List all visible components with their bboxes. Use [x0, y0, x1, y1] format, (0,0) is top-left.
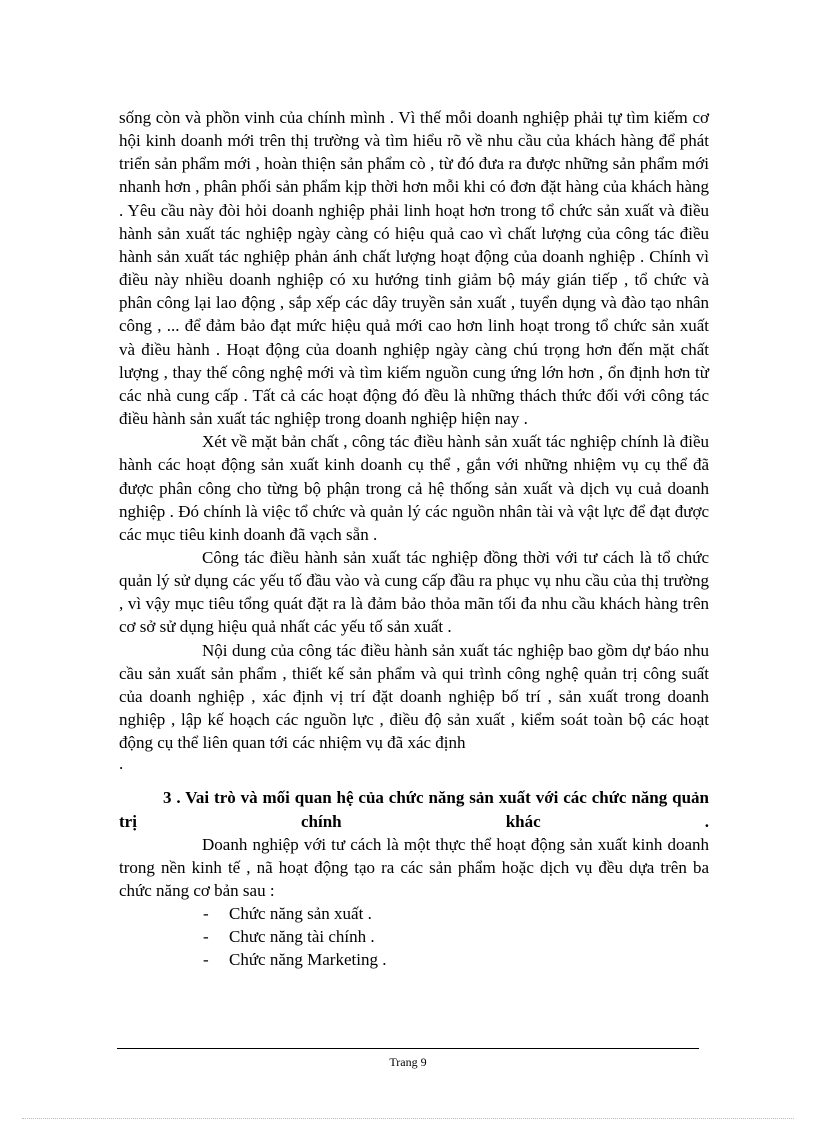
page-number: Trang 9	[389, 1055, 427, 1069]
list-marker: -	[203, 950, 209, 970]
paragraph-4-end: .	[119, 754, 124, 774]
paragraph-1: sống còn và phồn vinh của chính mình . Vì thế mỗi doanh nghiệp phải tự tìm kiếm cơ hội kinh doanh mới trên thị trường và tìm hiểu rõ về nhu cầu của khách hàng để phát triển sản phẩm mới , hoàn thiện sản phẩm cò , từ đó đưa ra được những sản phẩm mới nhanh hơn , phân phối sản phẩm kịp thời hơn mỗi khi có đơn đặt hàng của khách hàng . Yêu cầu này đòi hỏi doanh nghiệp phải linh hoạt hơn trong tổ chức sản xuất và điều hành sản xuất tác nghiệp ngày càng có hiệu quả cao vì chất lượng của công tác điều hành sản xuất tác nghiệp phản ánh chất lượng hoạt động của doanh nghiệp . Chính vì điều này nhiều doanh nghiệp có xu hướng tinh giảm bộ máy gián tiếp , tổ chức và phân công lại lao động , sắp xếp các dây truyền sản xuất , tuyển dụng và đào tạo nhân công , ... để đảm bảo đạt mức hiệu quả mới cao hơn linh hoạt trong tổ chức sản xuất và điều hành . Hoạt động của doanh nghiệp ngày càng chú trọng hơn đến mặt chất lượng , thay thế công nghệ mới và tìm kiếm nguồn cung ứng lớn hơn , ổn định hơn từ các nhà cung cấp . Tất cả các hoạt động đó đều là những thách thức đối với công tác điều hành sản xuất tác nghiệp trong doanh nghiệp hiện nay .	[119, 108, 709, 429]
section-heading: 3 . Vai trò và mối quan hệ của chức năng sản xuất với các chức năng quản trị chính khác .	[119, 788, 709, 831]
paragraph-4: Nội dung của công tác điều hành sản xuất tác nghiệp bao gồm dự báo nhu cầu sản xuất sản phẩm , thiết kế sản phẩm và qui trình công nghệ quản trị công suất của doanh nghiệp , xác định vị trí đặt doanh nghiệp bố trí , sản xuất trong doanh nghiệp , lập kế hoạch các nguồn lực , điều độ sản xuất , kiểm soát toàn bộ các hoạt động cụ thể liên quan tới các nhiệm vụ đã xác định	[119, 640, 709, 753]
list-item-text: Chức năng sản xuất .	[229, 904, 372, 924]
paragraph-2: Xét về mặt bản chất , công tác điều hành sản xuất tác nghiệp chính là điều hành các hoạt động sản xuất kinh doanh cụ thể , gắn với những nhiệm vụ cụ thể đã được phân công cho từng bộ phận trong cả hệ thống sản xuất và dịch vụ cuả doanh nghiệp . Đó chính là việc tổ chức và quản lý các nguồn nhân tài và vật lực để đạt được các mục tiêu kinh doanh đã vạch sẵn .	[119, 432, 709, 544]
list-item-text: Chức năng Marketing .	[229, 950, 387, 970]
page-bottom-border	[22, 1118, 794, 1119]
document-body	[119, 106, 709, 972]
list-item	[119, 948, 709, 971]
footer-divider	[117, 1048, 699, 1049]
paragraph-5: Doanh nghiệp với tư cách là một thực thể hoạt động sản xuất kinh doanh trong nền kinh tế , nã hoạt động tạo ra các sản phẩm hoặc dịch vụ đều dựa trên ba chức năng cơ bản sau :	[119, 834, 709, 900]
paragraph-3: Công tác điều hành sản xuất tác nghiệp đồng thời với tư cách là tổ chức quản lý sử dụng các yếu tố đầu vào và cung cấp đầu ra phục vụ nhu cầu của thị trường , vì vậy mục tiêu tổng quát đặt ra là đảm bảo thỏa mãn tối đa nhu cầu khách hàng trên cơ sở sử dụng hiệu quả nhất các yếu tố sản xuất .	[119, 547, 709, 637]
function-list	[119, 902, 709, 971]
list-item-text: Chưc năng tài chính .	[229, 927, 375, 947]
list-item	[119, 925, 709, 948]
list-marker: -	[203, 904, 209, 924]
list-marker: -	[203, 927, 209, 947]
list-item	[119, 902, 709, 925]
